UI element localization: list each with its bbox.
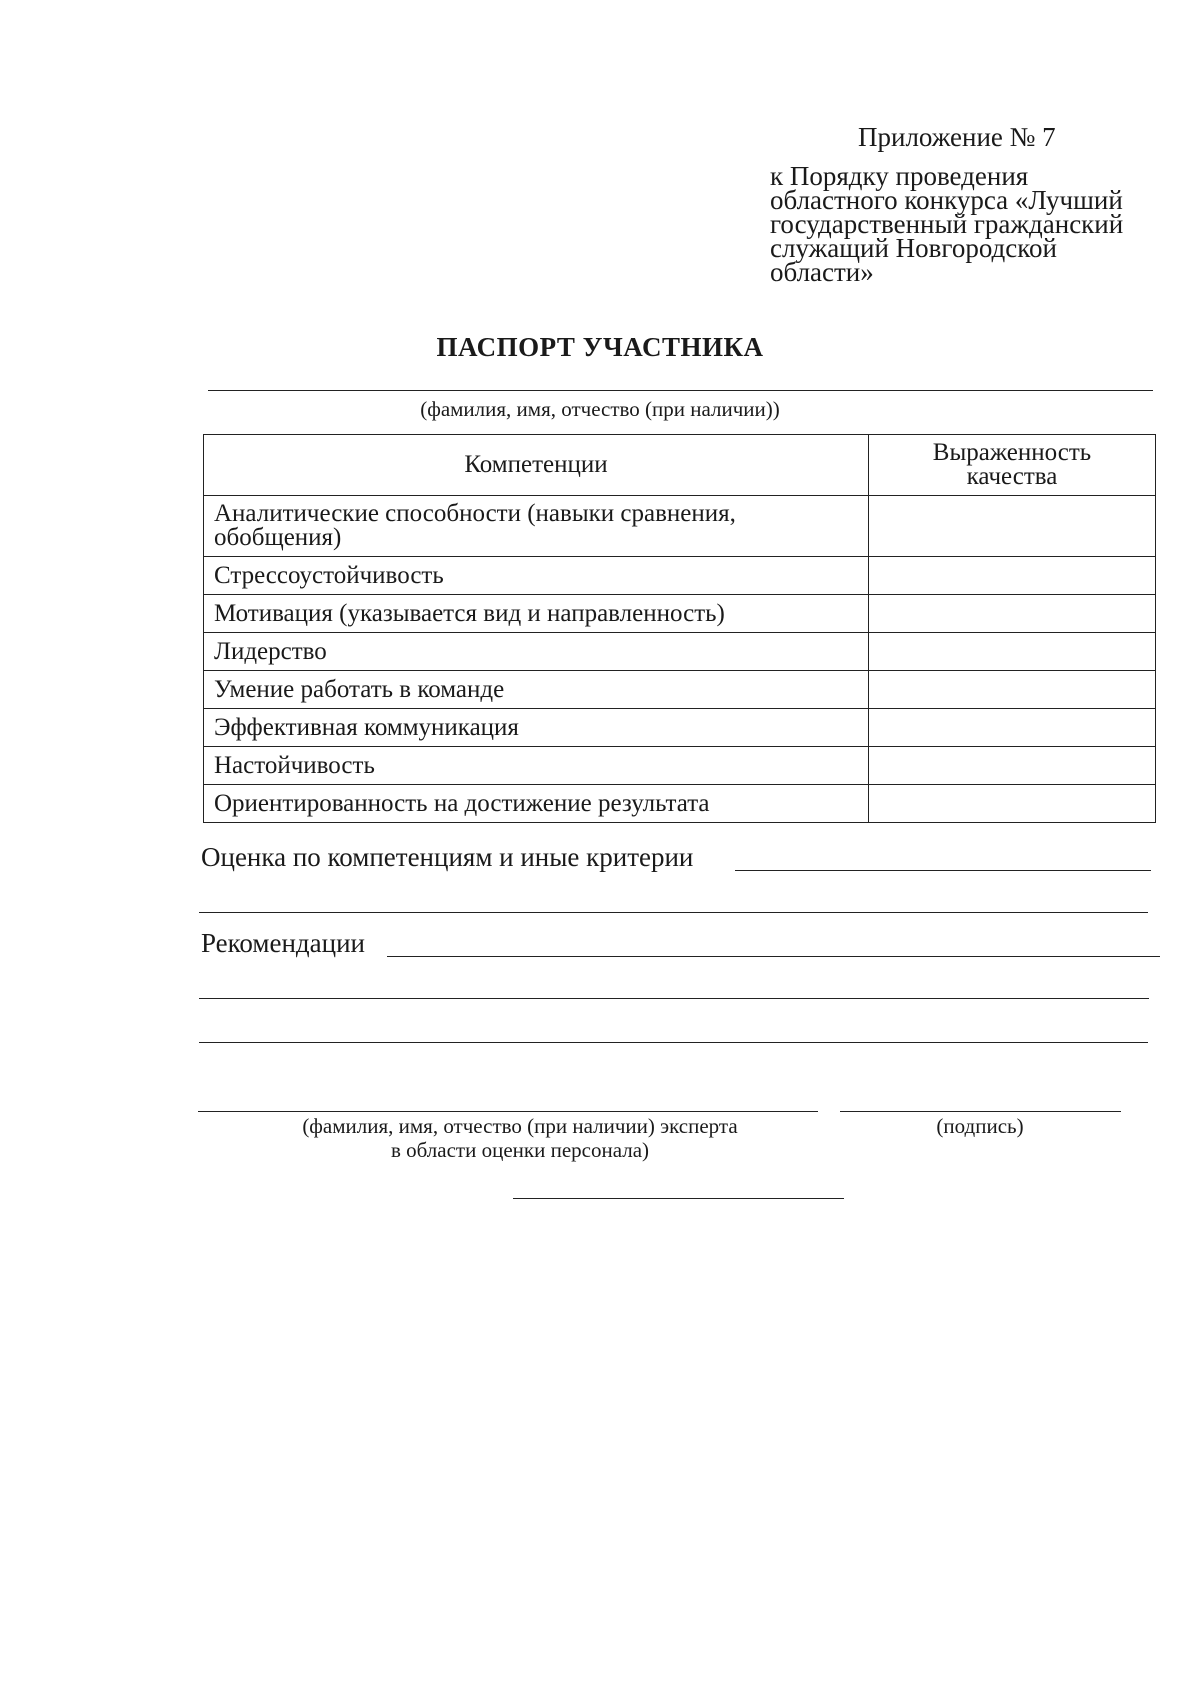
quality-cell[interactable] [869,595,1156,633]
table-row [204,595,1156,633]
competency-name: Стрессоустойчивость [204,557,869,595]
table-row [204,496,1156,557]
assessment-label: Оценка по компетенциям и иные критерии [201,842,694,872]
header-quality-level: Выраженность качества [869,435,1156,496]
table-row [204,785,1156,823]
appendix-reference-line: области» [770,257,874,287]
appendix-reference-line: государственный гражданский [770,209,1124,239]
participant-name-caption: (фамилия, имя, отчество (при наличии)) [420,397,780,421]
quality-cell[interactable] [869,557,1156,595]
expert-caption-line: (фамилия, имя, отчество (при наличии) эксперта [302,1114,738,1138]
expert-name-caption [240,1114,800,1162]
participant-name-line[interactable] [208,390,1153,391]
assessment-line[interactable] [735,870,1151,871]
appendix-reference-line: к Порядку проведения [770,161,1029,191]
signature-line[interactable] [840,1111,1121,1112]
quality-cell[interactable] [869,496,1156,557]
table-header-row [204,435,1156,496]
quality-cell[interactable] [869,747,1156,785]
expert-caption-line: в области оценки персонала) [390,1138,650,1162]
competency-name: Аналитические способности (навыки сравнения, обобщения) [204,496,869,557]
appendix-reference-line: областного конкурса «Лучший [770,185,1123,215]
competency-name: Умение работать в команде [204,671,869,709]
quality-cell[interactable] [869,785,1156,823]
competency-name: Настойчивость [204,747,869,785]
appendix-number: Приложение № 7 [858,122,1056,152]
quality-cell[interactable] [869,709,1156,747]
table-row [204,557,1156,595]
signature-caption: (подпись) [936,1114,1024,1138]
appendix-reference-line: служащий Новгородской [770,233,1057,263]
competencies-table [203,434,1156,823]
table-row [204,709,1156,747]
recommendations-line[interactable] [387,956,1160,957]
header-competencies: Компетенции [204,435,869,496]
recommendations-line-3[interactable] [199,1042,1148,1043]
date-line[interactable] [513,1198,844,1199]
competency-name: Ориентированность на достижение результата [204,785,869,823]
expert-name-line[interactable] [198,1111,818,1112]
competency-name: Мотивация (указывается вид и направленность) [204,595,869,633]
competency-name: Лидерство [204,633,869,671]
recommendations-line-2[interactable] [199,998,1149,999]
table-row [204,633,1156,671]
quality-cell[interactable] [869,633,1156,671]
document-title: ПАСПОРТ УЧАСТНИКА [436,332,764,362]
table-row [204,747,1156,785]
competency-name: Эффективная коммуникация [204,709,869,747]
assessment-line-2[interactable] [199,912,1148,913]
table-row [204,671,1156,709]
appendix-reference [770,161,1190,287]
quality-cell[interactable] [869,671,1156,709]
recommendations-label: Рекомендации [201,928,365,958]
